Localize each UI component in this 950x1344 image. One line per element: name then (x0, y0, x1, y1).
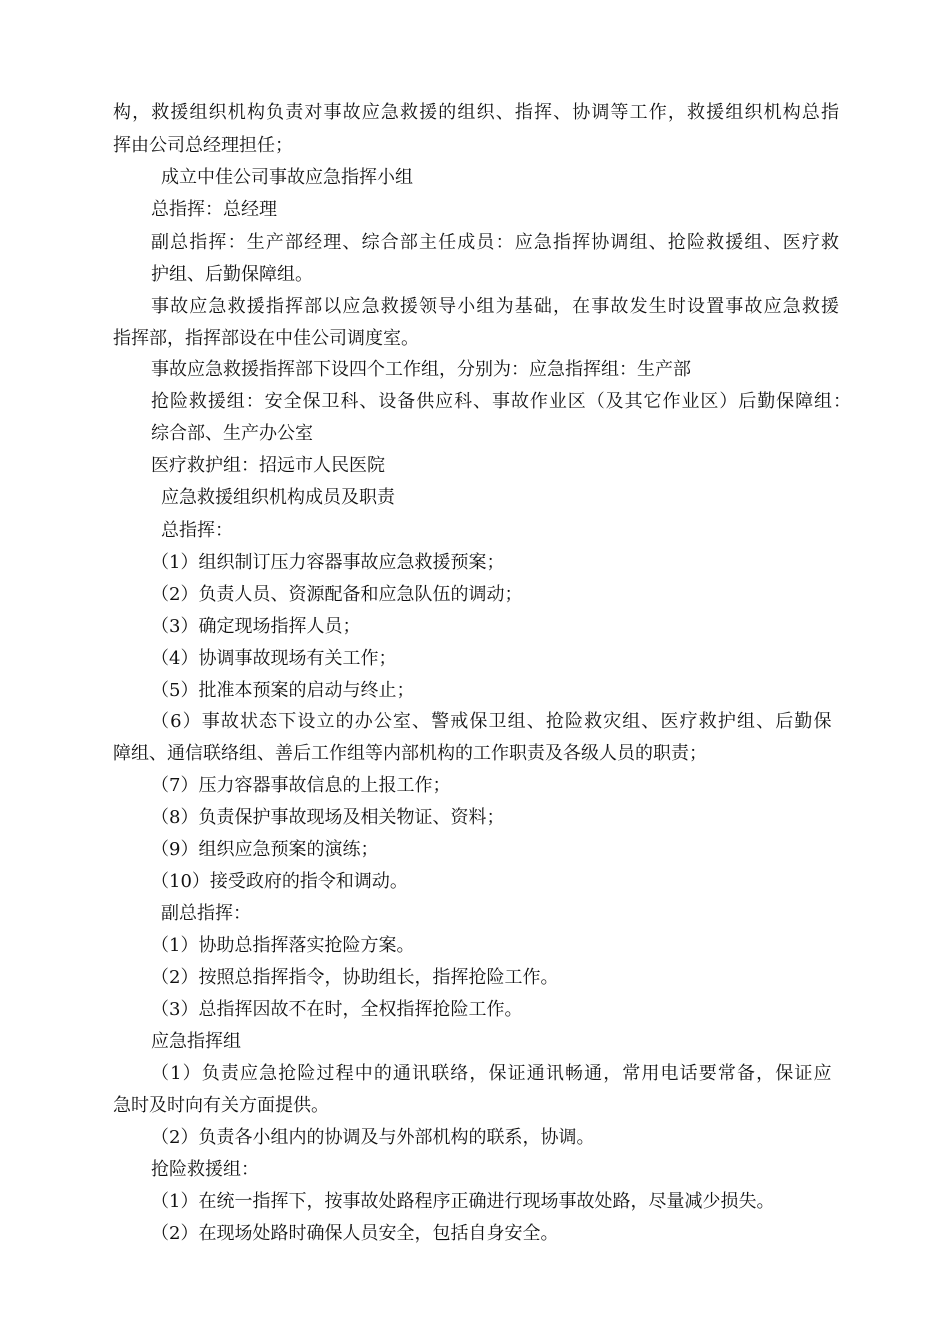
list-item: （1）在统一指挥下，按事故处路程序正确进行现场事故处路，尽量减少损失。 (151, 1191, 775, 1212)
subsection-heading: 应急指挥组 (151, 1031, 241, 1052)
list-item: （10）接受政府的指令和调动。 (151, 871, 408, 892)
text-line: 事故应急救援指挥部以应急救援领导小组为基础，在事故发生时设置事故应急救援 (151, 296, 841, 317)
text-line: 副总指挥：生产部经理、综合部主任成员：应急指挥协调组、抢险救援组、医疗救 (151, 232, 841, 253)
text-line: 综合部、生产办公室 (151, 423, 313, 444)
text-line: 构，救援组织机构负责对事故应急救援的组织、指挥、协调等工作，救援组织机构总指 (113, 102, 841, 123)
list-item: （7）压力容器事故信息的上报工作； (151, 775, 451, 796)
list-item: （5）批准本预案的启动与终止； (151, 680, 415, 701)
list-item: （3）确定现场指挥人员； (151, 616, 361, 637)
list-item: （2）负责人员、资源配备和应急队伍的调动； (151, 584, 523, 605)
list-item: （1）协助总指挥落实抢险方案。 (151, 935, 415, 956)
list-item: 急时及时向有关方面提供。 (113, 1095, 329, 1116)
list-item: （4）协调事故现场有关工作； (151, 648, 397, 669)
list-item: （3）总指挥因故不在时，全权指挥抢险工作。 (151, 999, 523, 1020)
subsection-heading: 总指挥： (161, 520, 233, 541)
subsection-heading: 抢险救援组： (151, 1159, 259, 1180)
text-line: 总指挥：总经理 (151, 199, 277, 220)
text-line: 挥由公司总经理担任； (113, 135, 293, 156)
list-item: （2）在现场处路时确保人员安全，包括自身安全。 (151, 1223, 559, 1244)
list-item: （1）负责应急抢险过程中的通讯联络，保证通讯畅通，常用电话要常备，保证应 (151, 1063, 833, 1084)
text-line: 抢险救援组：安全保卫科、设备供应科、事故作业区（及其它作业区）后勤保障组： (151, 391, 852, 412)
list-item: （2）按照总指挥指令，协助组长，指挥抢险工作。 (151, 967, 559, 988)
list-item: （2）负责各小组内的协调及与外部机构的联系，协调。 (151, 1127, 595, 1148)
section-heading: 成立中佳公司事故应急指挥小组 (161, 167, 413, 188)
section-heading: 应急救援组织机构成员及职责 (161, 487, 395, 508)
list-item: （8）负责保护事故现场及相关物证、资料； (151, 807, 505, 828)
text-line: 护组、后勤保障组。 (151, 264, 313, 285)
list-item: （6）事故状态下设立的办公室、警戒保卫组、抢险救灾组、医疗救护组、后勤保 (151, 711, 833, 732)
list-item: 障组、通信联络组、善后工作组等内部机构的工作职责及各级人员的职责； (113, 743, 707, 764)
text-line: 事故应急救援指挥部下设四个工作组，分别为：应急指挥组：生产部 (151, 359, 691, 380)
list-item: （9）组织应急预案的演练； (151, 839, 379, 860)
text-line: 指挥部，指挥部设在中佳公司调度室。 (113, 328, 419, 349)
list-item: （1）组织制订压力容器事故应急救援预案； (151, 552, 505, 573)
subsection-heading: 副总指挥： (161, 903, 251, 924)
text-line: 医疗救护组：招远市人民医院 (151, 455, 385, 476)
